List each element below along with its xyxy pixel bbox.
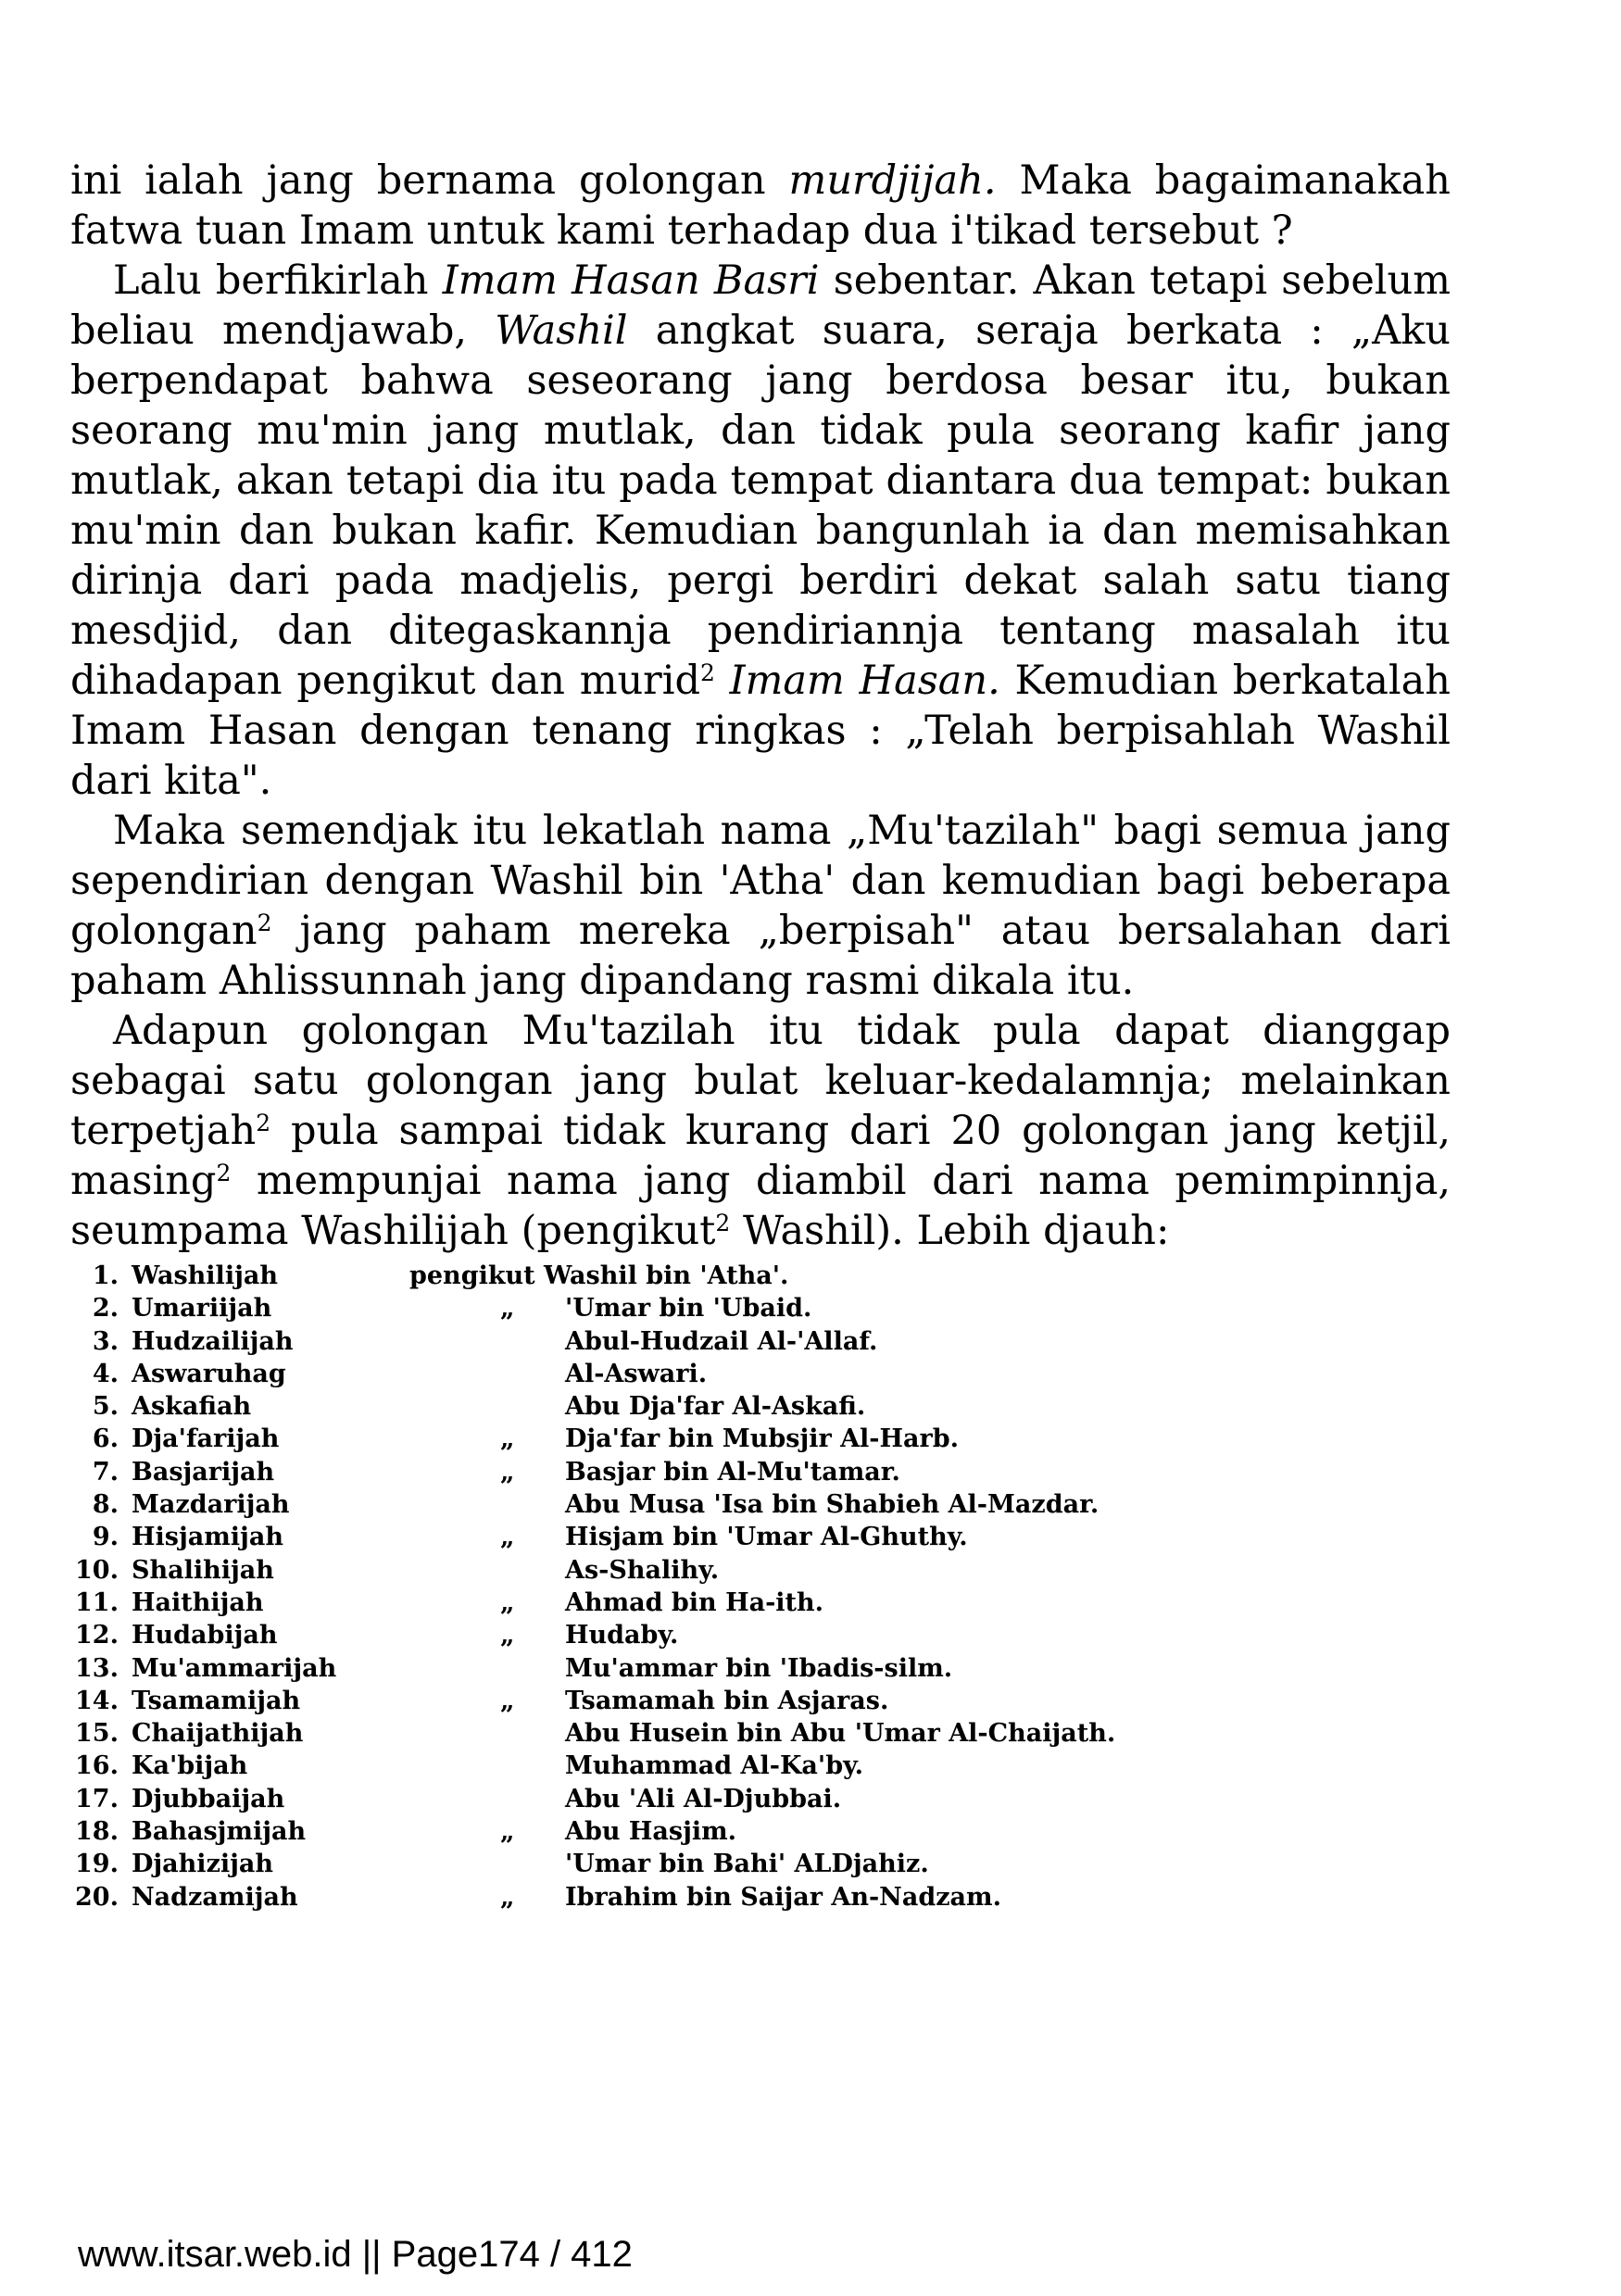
sect-name: Chaijathijah [132,1719,304,1749]
leader-name: Basjar bin Al-Mu'tamar. [565,1457,900,1487]
text-run: mempunjai nama jang diambil dari nama pemimpinnja, seumpama Washilijah (pengikut [70,1158,1451,1254]
ditto-mark: „ [500,1817,515,1847]
item-number: 11. [75,1587,119,1617]
leader-name: Abu Musa 'Isa bin Shabieh Al-Mazdar. [565,1490,1100,1520]
text-run: Maka semendjak itu lekatlah nama „Mu'tazilah" bagi semua jang sependirian dengan Washil bin 'Atha' dan kemudian bagi beberapa golongan [70,808,1451,954]
superscript-mark: 2 [257,910,272,936]
sect-name: Washilijah [132,1261,278,1290]
leader-name: Abul-Hudzail Al-'Allaf. [565,1326,878,1356]
leader-name: Ahmad bin Ha-ith. [565,1587,824,1617]
item-number: 19. [75,1850,119,1879]
paragraph [70,256,1451,806]
superscript-mark: 2 [216,1160,232,1186]
leader-name: Abu Hasjim. [565,1817,737,1847]
leader-name: Tsamamah bin Asjaras. [565,1686,889,1715]
leader-name: As-Shalihy. [565,1555,720,1585]
text-run: sebentar. Akan tetapi sebelum beliau mendjawab, [70,257,1451,354]
text-run [715,658,730,704]
sect-name: Bahasjmijah [132,1817,307,1847]
item-number: 18. [75,1817,119,1847]
sect-name: Aswaruhag [132,1359,286,1388]
italic-text: Imam Hasan. [729,658,1000,704]
leader-name: Ibrahim bin Saijar An-Nadzam. [565,1882,1002,1912]
item-number: 2. [92,1294,119,1324]
item-number: 6. [92,1424,119,1454]
text-run: jang paham mereka „berpisah" atau bersalahan dari paham Ahlissunnah jang dipandang rasmi dikala itu. [70,908,1451,1004]
item-number: 1. [92,1261,119,1290]
text-run: Washil). Lebih djauh: [730,1208,1170,1254]
ditto-mark: „ [500,1882,515,1912]
sect-name: Nadzamijah [132,1882,298,1912]
ditto-mark: „ [500,1621,515,1650]
text-run: Maka bagaimanakah fatwa tuan Imam untuk kami terhadap dua i'tikad tersebut ? [70,157,1451,254]
item-number: 7. [92,1457,119,1487]
italic-text: murdjijah. [788,157,997,204]
superscript-mark: 2 [700,659,715,686]
sect-name: Haithijah [132,1587,264,1617]
ditto-mark: „ [500,1587,515,1617]
sect-name: Hudabijah [132,1621,278,1650]
sect-name: Umariijah [132,1294,272,1324]
sect-name: Mu'ammarijah [132,1653,337,1683]
leader-name: Abu Husein bin Abu 'Umar Al-Chaijath. [565,1719,1116,1749]
sect-name: Djahizijah [132,1850,274,1879]
leader-name: 'Umar bin Bahi' ALDjahiz. [565,1850,929,1879]
paragraph [70,156,1451,256]
ditto-mark: „ [500,1424,515,1454]
item-number: 3. [92,1326,119,1356]
italic-text: Imam Hasan Basri [442,257,820,304]
leader-name: Dja'far bin Mubsjir Al-Harb. [565,1424,960,1454]
sect-name: Basjarijah [132,1457,275,1487]
leader-name: Abu Dja'far Al-Askafi. [565,1392,866,1422]
page-footer: www.itsar.web.id || Page174 / 412 [78,2234,633,2275]
item-number: 20. [75,1882,119,1912]
body-text [70,156,1451,1256]
sect-name: Djubbaijah [132,1784,285,1813]
superscript-mark: 2 [715,1210,731,1236]
paragraph [70,806,1451,1006]
paragraph [70,1006,1451,1256]
leader-name: Hudaby. [565,1621,679,1650]
leader-name: Muhammad Al-Ka'by. [565,1751,864,1781]
sect-name: Ka'bijah [132,1751,248,1781]
italic-text: Washil [495,307,628,354]
leader-name: Hisjam bin 'Umar Al-Ghuthy. [565,1523,968,1552]
item-number: 8. [92,1490,119,1520]
item-number: 10. [75,1555,119,1585]
sect-name: Shalihijah [132,1555,274,1585]
sect-name: Askafiah [132,1392,252,1422]
leader-name: 'Umar bin 'Ubaid. [565,1294,812,1324]
leader-name: Al-Aswari. [565,1359,708,1388]
item-number: 12. [75,1621,119,1650]
leader-name: Abu 'Ali Al-Djubbai. [565,1784,842,1813]
sect-name: Dja'farijah [132,1424,280,1454]
ditto-mark: „ [500,1523,515,1552]
item-number: 5. [92,1392,119,1422]
ditto-mark: „ [500,1294,515,1324]
item-number: 16. [75,1751,119,1781]
ditto-mark: „ [500,1686,515,1715]
item-number: 13. [75,1653,119,1683]
item-number: 4. [92,1359,119,1388]
superscript-mark: 2 [256,1110,271,1136]
sect-name: Mazdarijah [132,1490,290,1520]
sect-name: Hudzailijah [132,1326,294,1356]
text-run: pula sampai tidak kurang dari 20 golongan jang ketjil, masing [70,1108,1451,1204]
text-run: Kemudian berkatalah Imam Hasan dengan tenang ringkas : „Telah berpisahlah Washil dari kita". [70,658,1451,804]
item-number: 9. [92,1523,119,1552]
text-run: ini ialah jang bernama golongan [70,157,789,204]
leader-name: pengikut Washil bin 'Atha'. [409,1261,789,1290]
text-run: angkat suara, seraja berkata : „Aku berpendapat bahwa seseorang jang berdosa besar itu, bukan seorang mu'min jang mutlak, dan tidak pula seorang kafir jang mutlak, akan tetapi dia itu pada tempat diantara dua tempat: bukan mu'min dan bukan kafir. Kemudian bangunlah ia dan memisahkan dirinja dari pada madjelis, pergi berdiri dekat salah satu tiang mesdjid, dan ditegaskannja pendiriannja tentang masalah itu dihadapan pengikut dan murid [70,307,1451,704]
leader-name: Mu'ammar bin 'Ibadis-silm. [565,1653,953,1683]
text-run: Adapun golongan Mu'tazilah itu tidak pula dapat dianggap sebagai satu golongan jang bulat keluar-kedalamnja; melainkan terpetjah [70,1008,1451,1154]
item-number: 17. [75,1784,119,1813]
text-run: Lalu berfikirlah [113,257,443,304]
sect-name: Tsamamijah [132,1686,301,1715]
sect-name: Hisjamijah [132,1523,283,1552]
item-number: 15. [75,1719,119,1749]
ditto-mark: „ [500,1457,515,1487]
item-number: 14. [75,1686,119,1715]
